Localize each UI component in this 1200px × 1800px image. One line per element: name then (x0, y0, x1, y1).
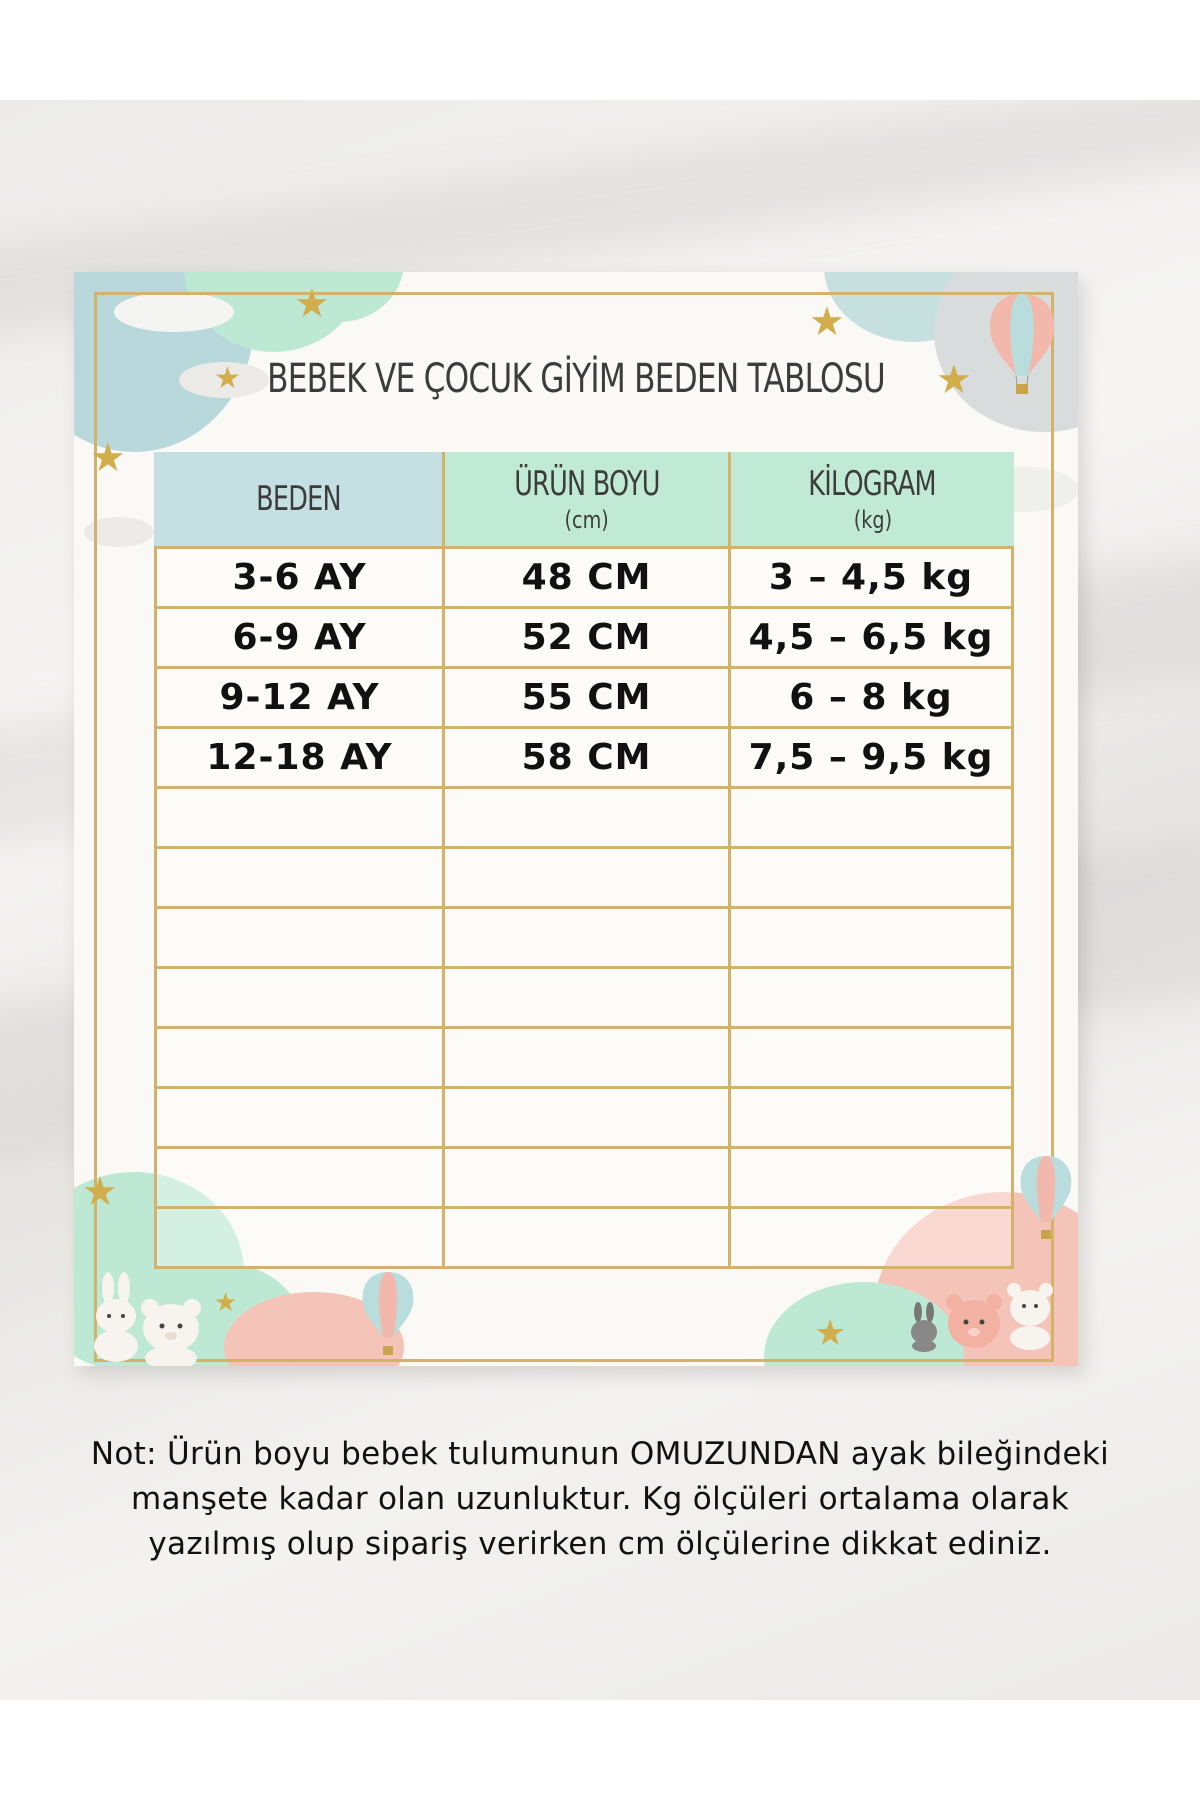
cell-kilogram (728, 1029, 1011, 1086)
cell-beden: 3-6 AY (232, 557, 367, 598)
bunny-icon (904, 1302, 944, 1352)
header-beden (154, 452, 442, 546)
hot-air-balloon-icon (982, 290, 1062, 410)
table-body (154, 546, 1014, 1269)
table-row (157, 906, 1011, 966)
cell-urun-boyu (442, 909, 728, 966)
star-icon: ★ (214, 361, 241, 396)
note-line: Not: Ürün boyu bebek tulumunun OMUZUNDAN ayak bileğindeki (90, 1436, 1110, 1472)
header-label: BEDEN (255, 479, 341, 519)
cell-kilogram (728, 909, 1011, 966)
cell-beden: 9-12 AY (219, 677, 380, 718)
cell-urun-boyu (442, 1029, 728, 1086)
table-row (157, 1206, 1011, 1266)
table-row (157, 606, 1011, 666)
cell-beden (157, 1209, 442, 1266)
bear-icon (942, 1290, 1006, 1362)
star-icon: ★ (809, 299, 845, 345)
cell-urun-boyu (442, 969, 728, 1026)
size-note (0, 1432, 1200, 1567)
header-label: ÜRÜN BOYU (513, 464, 660, 504)
size-chart-poster (74, 272, 1078, 1366)
star-icon: ★ (814, 1313, 847, 1354)
cell-kilogram (728, 849, 1011, 906)
cell-kilogram (728, 1209, 1011, 1266)
header-label: KİLOGRAM (808, 464, 937, 504)
cell-beden (157, 789, 442, 846)
cell-urun-boyu (442, 1149, 728, 1206)
header-unit: (kg) (853, 506, 892, 534)
table-row (157, 1146, 1011, 1206)
table-row (157, 1026, 1011, 1086)
cell-beden: 6-9 AY (232, 617, 367, 658)
bear-icon (1004, 1280, 1056, 1350)
cell-kilogram: 4,5 – 6,5 kg (728, 609, 1011, 666)
table-row (157, 546, 1011, 606)
star-icon: ★ (936, 357, 972, 403)
cell-kilogram (728, 789, 1011, 846)
table-row (157, 666, 1011, 726)
cell-beden (157, 909, 442, 966)
header-urun-boyu (442, 452, 728, 546)
cell-kilogram: 3 – 4,5 kg (728, 549, 1011, 606)
hot-air-balloon-icon (356, 1268, 420, 1366)
cell-kilogram: 7,5 – 9,5 kg (728, 729, 1011, 786)
table-row (157, 966, 1011, 1026)
table-header (154, 452, 1014, 546)
cell-urun-boyu: 55 CM (442, 669, 728, 726)
cell-urun-boyu (442, 1089, 728, 1146)
cell-beden (157, 1089, 442, 1146)
cell-beden (157, 969, 442, 1026)
cell-kilogram (728, 1089, 1011, 1146)
table-row (157, 1086, 1011, 1146)
note-line: manşete kadar olan uzunluktur. Kg ölçüleri ortalama olarak (131, 1481, 1069, 1517)
note-line: yazılmış olup sipariş verirken cm ölçülerine dikkat ediniz. (148, 1526, 1052, 1562)
header-unit: (cm) (564, 506, 609, 534)
cell-kilogram (728, 1149, 1011, 1206)
cell-urun-boyu (442, 1209, 728, 1266)
header-kilogram (728, 452, 1014, 546)
cell-beden (157, 1149, 442, 1206)
table-row (157, 726, 1011, 786)
cell-urun-boyu (442, 849, 728, 906)
chart-title: BEBEK VE ÇOCUK GİYİM BEDEN TABLOSU (267, 356, 885, 402)
table-row (157, 846, 1011, 906)
star-icon: ★ (82, 1169, 118, 1215)
cell-urun-boyu (442, 789, 728, 846)
bear-icon (136, 1294, 206, 1366)
cell-kilogram: 6 – 8 kg (728, 669, 1011, 726)
star-icon: ★ (294, 281, 330, 327)
cell-urun-boyu: 48 CM (442, 549, 728, 606)
cell-beden (157, 849, 442, 906)
cell-beden: 12-18 AY (206, 737, 393, 778)
hot-air-balloon-icon (1014, 1152, 1078, 1252)
star-icon: ★ (214, 1288, 238, 1318)
size-table (154, 452, 1014, 1269)
cell-urun-boyu: 52 CM (442, 609, 728, 666)
cell-beden (157, 1029, 442, 1086)
table-row (157, 786, 1011, 846)
cell-urun-boyu: 58 CM (442, 729, 728, 786)
star-icon: ★ (90, 435, 126, 481)
cell-kilogram (728, 969, 1011, 1026)
